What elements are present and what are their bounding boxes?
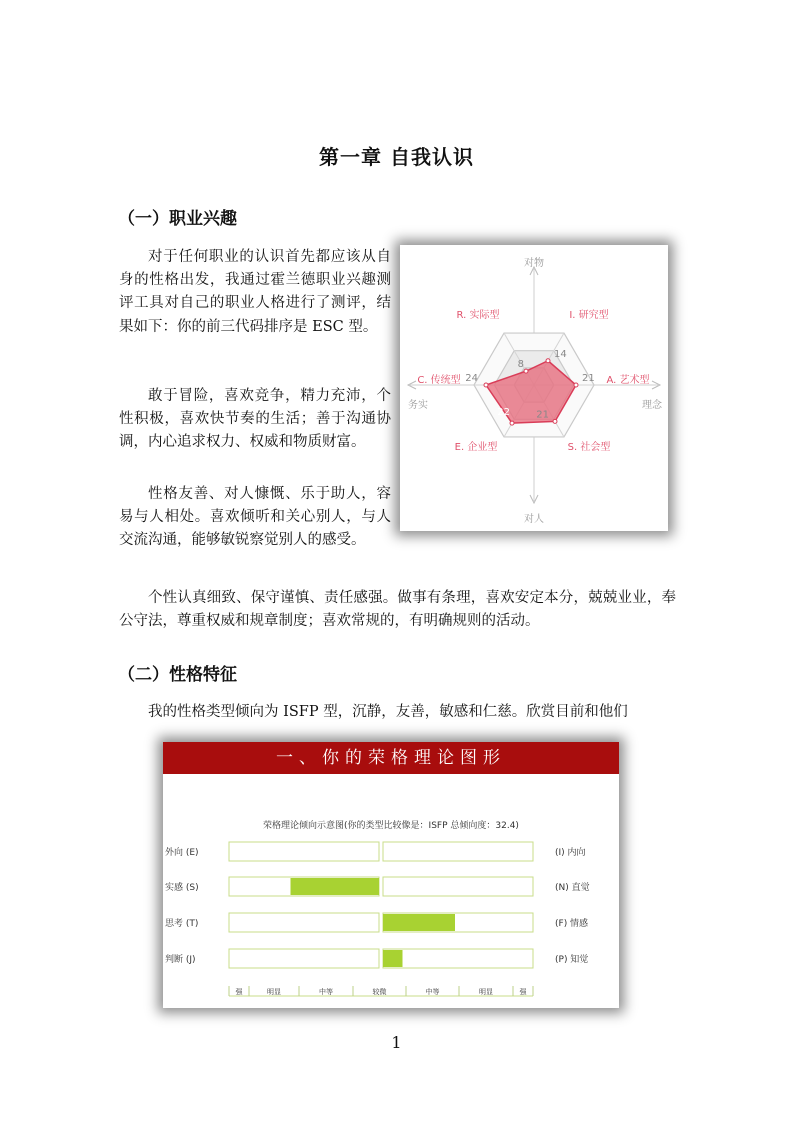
radar-value-label: 21 — [536, 409, 549, 421]
radar-value-label: 24 — [465, 373, 478, 384]
radar-category-label: E. 企业型 — [454, 442, 498, 453]
jung-track-left — [229, 949, 379, 968]
jung-svg — [163, 742, 619, 1008]
paragraph-social: 性格友善、对人慷慨、乐于助人，容易与人相处。喜欢倾听和关心别人，与人交流沟通，能够敏锐察觉别人的感受。 — [119, 486, 391, 549]
chapter-title: 第一章 自我认识 — [319, 145, 474, 169]
radar-value-label: 8 — [517, 359, 524, 371]
radar-point — [510, 421, 514, 425]
jung-track-left — [229, 913, 379, 932]
section-heading-personality: （二）性格特征 — [118, 665, 237, 685]
jung-scale-label: 强 — [235, 988, 243, 996]
paragraph-conventional: 个性认真细致、保守谨慎、责任感强。做事有条理，喜欢安定本分，兢兢业业，奉公守法，尊重权威和规章制度；喜欢常规的，有明确规则的活动。 — [119, 590, 676, 630]
jung-row-left-label: 思考 (T) — [165, 919, 199, 929]
jung-bar — [383, 914, 455, 931]
radar-category-label: S. 社会型 — [567, 442, 611, 453]
jung-scale-label: 较微 — [372, 988, 387, 996]
jung-row-right-label: (I) 内向 — [555, 848, 586, 858]
jung-row-left-label: 判断 (J) — [165, 955, 196, 965]
radar-axis-label-top: 对物 — [524, 258, 544, 269]
radar-value-label: 14 — [554, 348, 567, 360]
jung-row-left-label: 外向 (E) — [165, 848, 199, 858]
jung-row-right-label: (F) 情感 — [555, 919, 589, 929]
jung-bar — [383, 950, 403, 967]
radar-point — [574, 383, 578, 387]
jung-bar — [291, 878, 380, 895]
radar-point — [484, 383, 488, 387]
jung-scale-label: 明显 — [267, 988, 281, 996]
jung-row-right-label: (P) 知觉 — [555, 955, 589, 965]
jung-row-right-label: (N) 直觉 — [555, 883, 590, 893]
radar-category-label: C. 传统型 — [417, 375, 461, 386]
radar-point — [524, 369, 528, 373]
paragraph-intro: 对于任何职业的认识首先都应该从自身的性格出发，我通过霍兰德职业兴趣测评工具对自己的职业人格进行了测评，结果如下：你的前三代码排序是 ESC 型。 — [119, 249, 391, 335]
radar-point — [553, 419, 557, 423]
paragraph-enterprising: 敢于冒险，喜欢竞争，精力充沛，个性积极，喜欢快节奏的生活；善于沟通协调，内心追求权力、权威和物质财富。 — [119, 388, 391, 451]
jung-chart-header: 一、你的荣格理论图形 — [163, 742, 619, 774]
holland-radar-chart — [400, 245, 668, 531]
radar-category-label: I. 研究型 — [569, 310, 609, 321]
jung-chart-title: 荣格理论倾向示意图(你的类型比较像是：ISFP 总倾向度：32.4) — [263, 821, 519, 831]
jung-track-right — [383, 949, 533, 968]
jung-row-left-label: 实感 (S) — [165, 883, 199, 893]
radar-value-label: 21 — [582, 373, 595, 384]
paragraph-isfp: 我的性格类型倾向为 ISFP 型，沉静，友善，敏感和仁慈。欣赏目前和他们 — [148, 704, 628, 720]
radar-axis-label-left: 务实 — [408, 400, 428, 411]
jung-track-right — [383, 877, 533, 896]
radar-point — [546, 359, 550, 363]
radar-axis-label-bottom: 对人 — [524, 514, 544, 525]
jung-scale-label: 中等 — [319, 988, 333, 996]
section-heading-interest: （一）职业兴趣 — [118, 209, 237, 229]
radar-value-label: 22 — [497, 407, 510, 419]
radar-category-label: A. 艺术型 — [606, 375, 650, 386]
jung-scale-label: 明显 — [479, 988, 493, 996]
jung-track-right — [383, 842, 533, 861]
jung-scale-label: 强 — [519, 988, 527, 996]
jung-track-left — [229, 842, 379, 861]
radar-svg — [400, 245, 668, 531]
radar-axis-label-right: 理念 — [642, 400, 662, 411]
page-number: 1 — [391, 1033, 402, 1052]
radar-category-label: R. 实际型 — [456, 310, 500, 321]
jung-chart — [163, 742, 619, 1008]
jung-scale-label: 中等 — [425, 988, 440, 996]
